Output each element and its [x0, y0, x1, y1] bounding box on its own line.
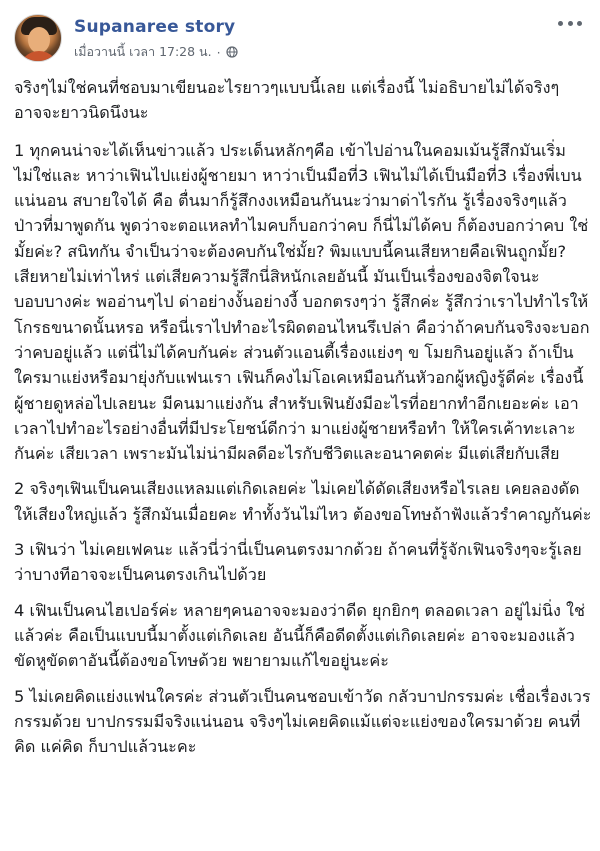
globe-icon[interactable] — [226, 46, 238, 58]
post-paragraph-4: 4 เฟินเป็นคนไฮเปอร์ค่ะ หลายๆคนอาจจะมองว่าดีด ยุกยิกๆ ตลอดเวลา อยู่ไม่นิ่ง ใช่แล้วค่ะ คือเป็นแบบนี้มาตั้งแต่เกิดเลย อันนี้ก็คือดีดตั้งแต่เกิดเลยค่ะ อาจจะมองแล้วขัดหูขัดตาอันนี้ต้องขอโทษด้วย พยายามแก้ไขอยู่นะค่ะ — [14, 600, 585, 671]
meta-separator: · — [216, 44, 221, 60]
post-intro: จริงๆไม่ใช่คนที่ชอบมาเขียนอะไรยาวๆแบบนี้เลย แต่เรื่องนี้ ไม่อธิบายไม่ได้จริงๆ อาจจะยาวนิดนึงนะ — [14, 78, 560, 123]
post-meta — [74, 42, 238, 62]
post-body — [14, 75, 592, 769]
post-paragraph-3: 3 เฟินว่า ไม่เคยเฟคนะ แล้วนี่ว่านี่เป็นคนตรงมากด้วย ถ้าคนที่รู้จักเฟินจริงๆจะรู้เลยว่าบางทีอาจจะเป็นคนตรงเกินไปด้วย — [14, 540, 582, 585]
page-name-link[interactable]: Supanaree story — [74, 17, 236, 37]
post-paragraph-2: 2 จริงๆเฟินเป็นคนเสียงแหลมแต่เกิดเลยค่ะ ไม่เคยได้ดัดเสียงหรือไรเลย เคยลองดัดให้เสียงใหญ่แล้ว รู้สึกมันเมื่อยคะ ทำทั้งวันไม่ไหว ต้องขอโทษถ้าฟังแล้วรำคาญกันค่ะ — [14, 479, 592, 524]
more-options-icon[interactable] — [558, 16, 582, 30]
post-paragraph-1: 1 ทุกคนน่าจะได้เห็นข่าวแล้ว ประเด็นหลักๆคือ เข้าไปอ่านในคอมเม้นรู้สึกมันเริ่มไม่ใช่และ หาว่าเฟินไปแย่งผู้ชายมา หาว่าเป็นมือที่3 เฟินไม่ได้เป็นมือที่3 เรื่องพี่เบนแน่นอน สบายใจได้ คือ ตื่นมาก็รู้สึกงงเหมือนกันนะว่ามาด่าไรกัน รู้เรื่องจริงๆแล้วป่าวที่มาพูดกัน พูดว่าจะตอแหลทำไมคบก็บอกว่าคบ ก็นี่ไม่ได้คบ ก็ต้องบอกว่าคบ ใช่มั้ยค่ะ? สนิทกัน จำเป็นว่าจะต้องคบกันใช่มั้ย? พิมแบบนี้คนเสียหายคือเฟินถูกมั้ย? เสียหายไม่เท่าไหร่ แต่เสียความรู้สึกนี่สิหนักเลยอันนี้ มันเป็นเรื่องของจิตใจนะ บอบบางค่ะ พออ่านๆไป ด่าอย่างงั้นอย่างงี้ บอกตรงๆว่า รู้สึกค่ะ รู้สึกว่าเราไปทำไรให้โกรธขนาดนั้นหรอ หรือนี่เราไปทำอะไรผิดตอนไหนรึเปล่า คือว่าถ้าคบกันจริงจะบอกว่าคบอยู่แล้ว แต่นี่ไม่ได้คบกันค่ะ ส่วนตัวแอนตี้เรื่องแย่งๆ ข โมยกินอยู่แล้ว ถ้าเป็นใครมาแย่งหรือมายุ่งกับแฟนเรา เฟินก็คงไม่โอเคเหมือนกันหัวอกผู้หญิงรู้ดีค่ะ เรื่องนี้ผู้ชายดูหล่อไปเลยนะ มีคนมาแย่งกัน สำหรับเฟินยังมีอะไรที่อยากทำอีกเยอะค่ะ เอาเวลาไปทำอะไรอย่างอื่นที่มีประโยชน์ดีกว่า มาแย่งผู้ชายหรือทำ ให้ใครเค้าทะเลาะกันค่ะ เสียเวลา เพราะมันไม่น่ามีผลดีอะไรกับชีวิตและอนาคตค่ะ มีแต่เสียกับเสีย — [14, 140, 590, 464]
post-header — [14, 12, 586, 66]
avatar-face — [28, 27, 50, 53]
avatar[interactable] — [14, 14, 62, 62]
avatar-shirt — [19, 51, 59, 62]
post-paragraph-5: 5 ไม่เคยคิดแย่งแฟนใครค่ะ ส่วนตัวเป็นคนชอบเข้าวัด กลัวบาปกรรมค่ะ เชื่อเรื่องเวรกรรมด้วย บาปกรรมมีจริงแน่นอน จริงๆไม่เคยคิดแม้แต่จะแย่งของใครมาด้วย คนที่คิด แค่คิด ก็บาปแล้วนะคะ — [14, 686, 591, 757]
post-timestamp[interactable]: เมื่อวานนี้ เวลา 17:28 น. — [74, 44, 212, 59]
